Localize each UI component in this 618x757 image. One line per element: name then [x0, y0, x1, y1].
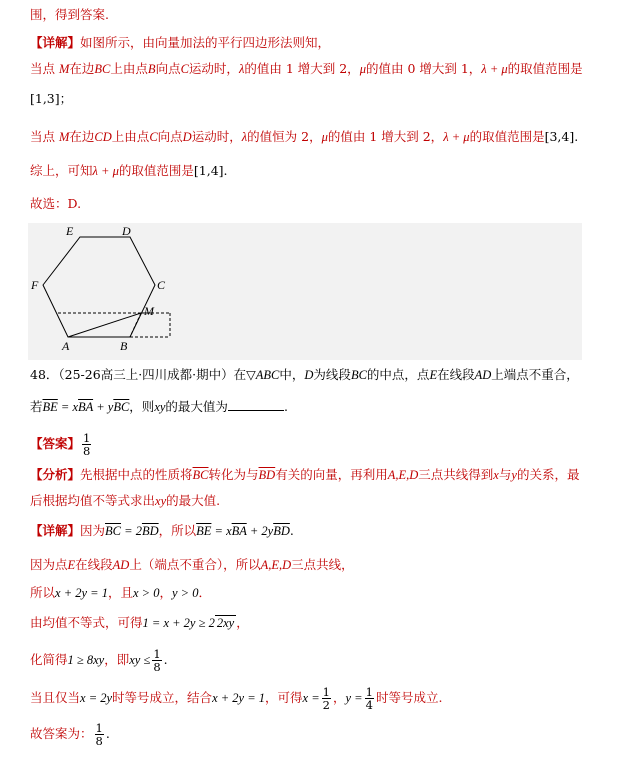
- label-e: E: [66, 224, 74, 238]
- hexagon-diagram: [28, 223, 582, 360]
- detail-tag: 【详解】: [30, 35, 81, 50]
- label-a: A: [62, 339, 70, 353]
- question-48-line2: 若$\overline{BE} = x\overline{BA} + y\overline{BC}$，则xy的最大值为 .: [30, 399, 288, 414]
- hexagon-shape: [43, 237, 155, 337]
- text-line-5: 综上，可知λ + μ的取值范围是[1,4].: [30, 163, 228, 178]
- detail-line-7: 故答案为： $\frac{1}{8}$ .: [30, 721, 110, 748]
- detail-line-3: 所以x + 2y = 1，且x > 0，y > 0．: [30, 585, 211, 600]
- text-line-1: 【详解】如图所示，由向量加法的平行四边形法则知，: [30, 35, 331, 50]
- segment-am: [68, 313, 141, 337]
- detail-tag-2: 【详解】: [30, 523, 81, 538]
- text-line-4: 当点 M在边CD上由点C向点D运动时，λ的值恒为 2，μ的值由 1 增大到 2，λ + μ的取值范围是[3,4].: [30, 129, 579, 144]
- detail-line-1: 【详解】因为$\overline{BC} = 2\overline{BD}$，所以$\overline{BE} = x\overline{BA} + 2y\overline{BD}$.: [30, 523, 294, 538]
- label-f: F: [31, 278, 39, 292]
- label-d: D: [122, 224, 131, 238]
- text-line-3: [1,3]；: [30, 91, 73, 106]
- answer-blank: [228, 398, 284, 411]
- label-c: C: [157, 278, 166, 292]
- label-b: B: [120, 339, 128, 353]
- sqrt-2xy: 2xy: [216, 616, 235, 630]
- analysis-line-2: 后根据均值不等式求出xy的最大值.: [30, 493, 221, 508]
- detail-line-4: 由均值不等式，可得1 = x + 2y ≥ 2 2xy ，: [30, 615, 249, 630]
- answer-fraction: $\frac{1}{8}$: [83, 431, 91, 458]
- answer-tag: 【答案】: [30, 436, 81, 451]
- answer-line: [30, 432, 93, 457]
- question-48: 48．（25-26高三上·四川成都·期中）在▽ABC中，D为线段BC的中点，点E在线段AD上端点不重合，: [30, 367, 579, 382]
- text-line-6: 故选：D.: [30, 196, 82, 211]
- text-line-2: 当点 M在边BC上由点B向点C运动时，λ的值由 1 增大到 2，μ的值由 0 增大到 1，λ + μ的取值范围是: [30, 61, 583, 76]
- analysis-line-1: 【分析】先根据中点的性质将$\overline{BC}$转化为与$\overline{BD}$有关的向量，再利用A,E,D三点共线得到x与y的关系，最: [30, 467, 580, 482]
- detail-line-6: 当且仅当x = 2y时等号成立，结合x + 2y = 1，可得x = $\frac{1}{2}$ ，y = $\frac{1}{4}$ 时等号成立.: [30, 685, 443, 712]
- hexagon-figure: [28, 223, 582, 360]
- label-m: M: [144, 304, 154, 318]
- text-line-0: 围，得到答案.: [30, 7, 109, 22]
- detail-line-2: 因为点E在线段AD上（端点不重合），所以A,E,D三点共线，: [30, 557, 354, 572]
- detail-line-5: 化简得1 ≥ 8xy，即xy ≤ $\frac{1}{8}$ .: [30, 647, 168, 674]
- analysis-tag: 【分析】: [30, 467, 81, 482]
